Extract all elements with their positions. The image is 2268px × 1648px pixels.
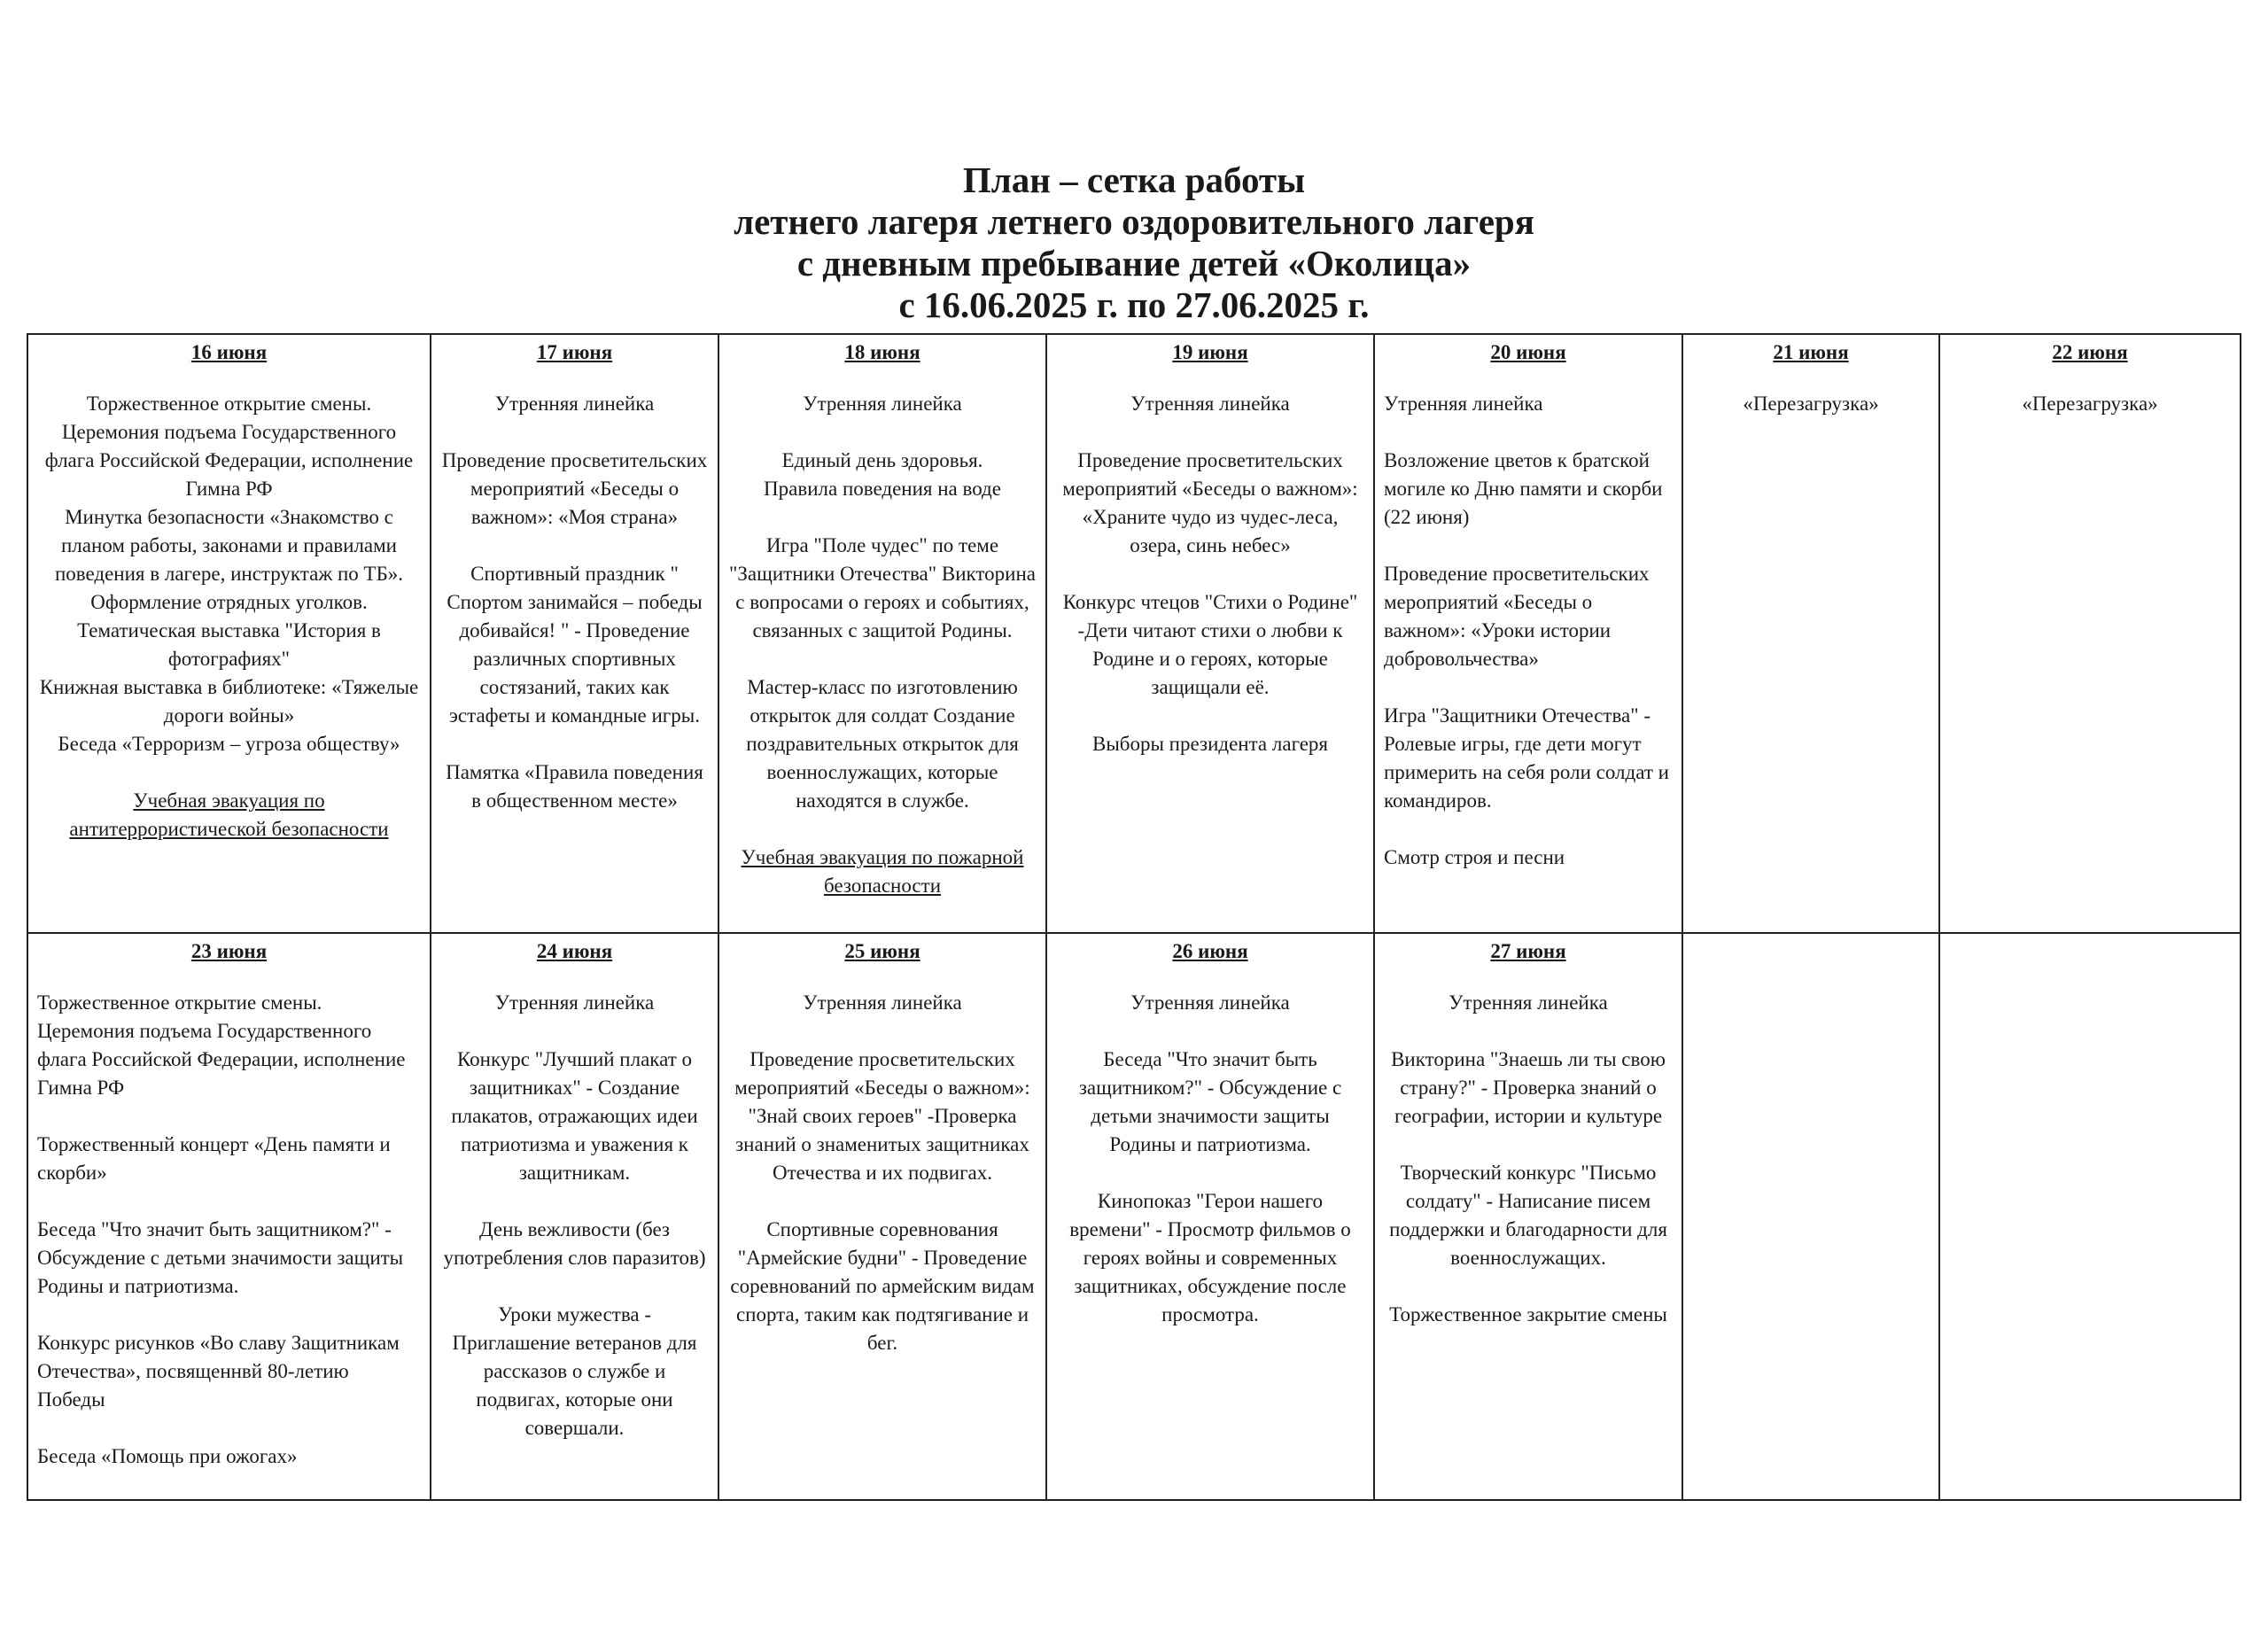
activity-item: Утренняя линейка — [1384, 393, 1543, 415]
day-cell — [1939, 334, 2241, 933]
week-1-row — [27, 334, 2241, 933]
day-cell — [431, 334, 718, 933]
day-date: 22 июня — [2052, 341, 2128, 363]
activity-item: Утренняя линейка — [494, 991, 655, 1014]
activity-item: Беседа "Что значит быть защитником?" - Обсуждение с детьми значимости защиты Родины и патриотизма. — [37, 1218, 404, 1297]
day-date: 27 июня — [1490, 940, 1566, 962]
day-cell — [718, 933, 1046, 1500]
day-cell — [1374, 334, 1682, 933]
activity-item: Утренняя линейка — [803, 393, 962, 415]
activity-item: Игра "Поле чудес" по теме "Защитники Отечества" Викторина с вопросами о героях и событиях, связанных с защитой Родины. — [729, 534, 1036, 641]
activity-item: Кинопоказ "Герои нашего времени" - Просмотр фильмов о героях войны и современных защитниках, обсуждение после просмотра. — [1069, 1190, 1351, 1325]
activity-item: День вежливости (без употребления слов паразитов) — [443, 1218, 706, 1269]
evacuation-note: Учебная эвакуация по пожарной безопасности — [741, 846, 1024, 897]
day-cell — [27, 933, 431, 1500]
activity-item: «Перезагрузка» — [2022, 393, 2158, 415]
activity-item: Проведение просветительских мероприятий «Беседы о важном»: «Храните чудо из чудес-леса, озера, синь небес» — [1062, 449, 1358, 556]
activity-item: Торжественный концерт «День памяти и скорби» — [37, 1133, 391, 1184]
day-date: 17 июня — [536, 341, 613, 363]
activity-item: Конкурс чтецов "Стихи о Родине" -Дети читают стихи о любви к Родине и о героях, которые защищали её. — [1062, 591, 1358, 698]
title-line-3: с дневным пребывание детей «Околица» — [796, 243, 1472, 284]
day-date: 19 июня — [1172, 341, 1248, 363]
activity-item: Торжественное открытие смены. Церемония подъема Государственного флага Российской Федерации, исполнение Гимна РФ — [37, 991, 406, 1099]
activity-item: Единый день здоровья. Правила поведения на воде — [764, 449, 1001, 500]
activity-item: Выборы президента лагеря — [1091, 733, 1328, 755]
day-cell — [1046, 933, 1374, 1500]
activity-item: Памятка «Правила поведения в общественном месте» — [446, 761, 703, 812]
schedule-table — [27, 333, 2241, 1501]
activity-item: Конкурс рисунков «Во славу Защитникам Отечества», посвященнвй 80-летию Победы — [37, 1332, 400, 1411]
title-line-4: с 16.06.2025 г. по 27.06.2025 г. — [898, 284, 1370, 325]
activity-item: Торжественное открытие смены. Церемония подъема Государственного флага Российской Федерации, исполнение Гимна РФ Минутка безопасности «Знакомство с планом работы, законами и правилами поведения в лагере, инструктаж по ТБ». Оформление отрядных уголков. Тематическая выставка "История в фотографиях" Книжная выставка в библиотеке: «Тяжелые дороги войны» Беседа «Терроризм – угроза обществу» — [39, 393, 419, 755]
day-date: 23 июня — [190, 940, 268, 962]
activity-item: Торжественное закрытие смены — [1389, 1303, 1667, 1325]
day-date: 25 июня — [844, 940, 920, 962]
day-date: 21 июня — [1773, 341, 1849, 363]
activity-item: Возложение цветов к братской могиле ко Дню памяти и скорби (22 июня) — [1384, 449, 1663, 528]
day-cell — [1939, 933, 2241, 1500]
activity-item: Утренняя линейка — [1130, 393, 1290, 415]
activity-item: Утренняя линейка — [803, 991, 962, 1014]
activity-item: Утренняя линейка — [1130, 991, 1290, 1014]
day-date: 26 июня — [1172, 940, 1248, 962]
activity-item: Конкурс "Лучший плакат о защитниках" - Создание плакатов, отражающих идеи патриотизма и уважения к защитникам. — [451, 1048, 698, 1184]
day-cell — [1682, 933, 1939, 1500]
activity-item: Смотр строя и песни — [1384, 846, 1565, 868]
day-cell — [431, 933, 718, 1500]
day-cell — [718, 334, 1046, 933]
day-date: 24 июня — [536, 940, 613, 962]
activity-item: «Перезагрузка» — [1743, 393, 1879, 415]
activity-item: Спортивный праздник " Спортом занимайся – победы добивайся! " - Проведение различных спортивных состязаний, таких как эстафеты и командные игры. — [447, 563, 703, 727]
evacuation-note: Учебная эвакуация по антитеррористической безопасности — [69, 789, 389, 840]
day-cell — [1374, 933, 1682, 1500]
day-date: 16 июня — [190, 341, 268, 363]
title-line-1: План – сетка работы — [962, 159, 1306, 200]
activity-item: Беседа «Помощь при ожогах» — [37, 1445, 298, 1467]
activity-item: Утренняя линейка — [1449, 991, 1608, 1014]
day-cell — [1682, 334, 1939, 933]
title-line-2: летнего лагеря летнего оздоровительного лагеря — [734, 201, 1534, 242]
activity-item: Проведение просветительских мероприятий «Беседы о важном»: «Уроки истории добровольчества» — [1384, 563, 1650, 670]
activity-item: Утренняя линейка — [494, 393, 655, 415]
document-title — [0, 159, 2268, 326]
activity-item: Проведение просветительских мероприятий «Беседы о важном»: "Знай своих героев" -Проверка знаний о знаменитых защитниках Отечества и их подвигах. — [734, 1048, 1030, 1184]
activity-item: Игра "Защитники Отечества" - Ролевые игры, где дети могут примерить на себя роли солдат и командиров. — [1384, 704, 1669, 812]
day-cell — [27, 334, 431, 933]
day-date: 20 июня — [1490, 341, 1566, 363]
day-date: 18 июня — [844, 341, 920, 363]
activity-item: Беседа "Что значит быть защитником?" - Обсуждение с детьми значимости защиты Родины и патриотизма. — [1078, 1048, 1342, 1155]
activity-item: Проведение просветительских мероприятий «Беседы о важном»: «Моя страна» — [441, 449, 708, 528]
activity-item: Уроки мужества - Приглашение ветеранов для рассказов о службе и подвигах, которые они совершали. — [452, 1303, 697, 1439]
activity-item: Творческий конкурс "Письмо солдату" - Написание писем поддержки и благодарности для военнослужащих. — [1389, 1162, 1667, 1269]
week-2-row — [27, 933, 2241, 1500]
day-cell — [1046, 334, 1374, 933]
activity-item: Спортивные соревнования "Армейские будни" - Проведение соревнований по армейским видам спорта, таким как подтягивание и бег. — [730, 1218, 1035, 1354]
activity-item: Мастер-класс по изготовлению открыток для солдат Создание поздравительных открыток для военнослужащих, которые находятся в службе. — [746, 676, 1019, 812]
activity-item: Викторина "Знаешь ли ты свою страну?" - Проверка знаний о географии, истории и культуре — [1391, 1048, 1666, 1127]
